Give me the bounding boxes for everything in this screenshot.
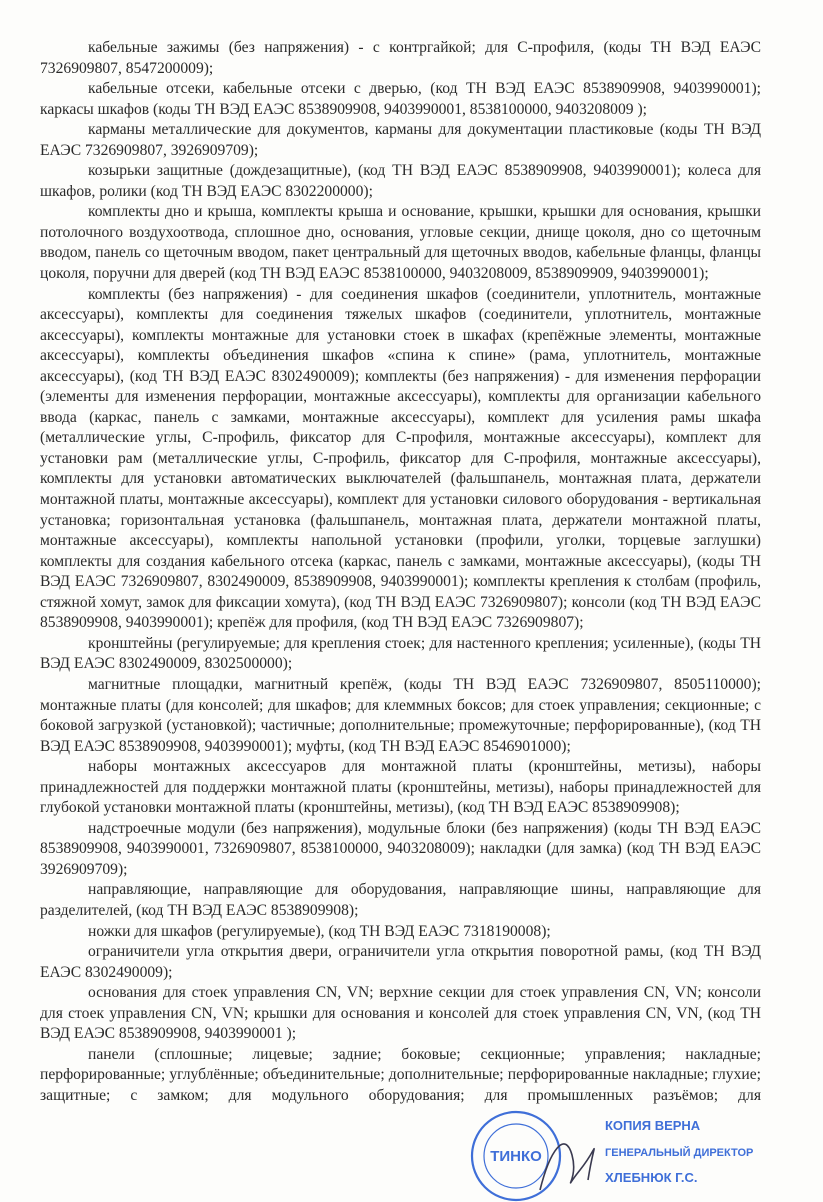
paragraph-cable-clamps: кабельные зажимы (без напряжения) - с контргайкой; для С-профиля, (коды ТН ВЭД ЕАЭС 7326909807, 8547200009); bbox=[40, 39, 761, 77]
copy-mark: КОПИЯ ВЕРНА bbox=[605, 1118, 701, 1134]
paragraph-document-pockets: карманы металлические для документов, карманы для документации пластиковые (коды ТН ВЭД ЕАЭС 7326909807, 3926909709); bbox=[40, 121, 761, 159]
paragraph-guides: направляющие, направляющие для оборудования, направляющие шины, направляющие для разделителей, (код ТН ВЭД ЕАЭС 8538909908); bbox=[40, 881, 761, 919]
paragraph-add-on-modules: надстроечные модули (без напряжения), модульные блоки (без напряжения) (коды ТН ВЭД ЕАЭС 8538909908, 9403990001, 7326909807, 8538100000, 9403208009); накладки (для замка) (код ТН ВЭД ЕАЭС 3926909709); bbox=[40, 819, 761, 878]
paragraph-kits-no-voltage: комплекты (без напряжения) - для соединения шкафов (соединители, уплотнитель, монтажные аксессуары), комплекты для соединения тяжелых шкафов (соединители, уплотнитель, монтажные аксессуары), комплекты монтажные для установки стоек в шкафах (крепёжные элементы, монтажные аксессуары), комплекты объединения шкафов «спина к спине» (рама, уплотнитель, монтажные аксессуары), (код ТН ВЭД ЕАЭС 8302490009); комплекты (без напряжения) - для изменения перфорации (элементы для изменения перфорации, монтажные аксессуары), комплекты для организации кабельного ввода (каркас, панель с замками, монтажные аксессуары), комплект для усиления рамы шкафа (металлические углы, С-профиль, фиксатор для С-профиля, монтажные аксессуары), комплект для установки рам (металлические углы, С-профиль, фиксатор для С-профиля, монтажные аксессуары), комплекты для установки автоматических выключателей (фальшпанель, монтажная плата, держатели монтажной платы, монтажные аксессуары), комплект для установки силового оборудования - вертикальная установка; горизонтальная установка (фальшпанель, монтажная плата, держатели монтажной платы, монтажные аксессуары), комплекты напольной установки (профили, уголки, торцевые заглушки) комплекты для создания кабельного отсека (каркас, панель с замками, монтажные аксессуары), (коды ТН ВЭД ЕАЭС 7326909807, 8302490009, 8538909908, 9403990001); комплекты крепления к столбам (профиль, стяжной хомут, замок для фиксации хомута), (код ТН ВЭД ЕАЭС 7326909807); консоли (код ТН ВЭД ЕАЭС 8538909908, 9403990001); крепёж для профиля, (код ТН ВЭД ЕАЭС 7326909807); bbox=[40, 285, 761, 632]
paragraph-accessory-sets: наборы монтажных аксессуаров для монтажной платы (кронштейны, метизы), наборы принадлежностей для поддержки монтажной платы (кронштейны, метизы), наборы принадлежностей для глубокой установки монтажной платы (кронштейны, метизы), (код ТН ВЭД ЕАЭС 8538909908); bbox=[40, 758, 761, 817]
paragraph-bases: основания для стоек управления CN, VN; верхние секции для стоек управления CN, VN; консоли для стоек управления CN, VN; крышки для основания и консолей для стоек управления CN, VN, (код ТН ВЭД ЕАЭС 8538909908, 9403990001 ); bbox=[40, 984, 761, 1043]
paragraph-canopies: козырьки защитные (дождезащитные), (код ТН ВЭД ЕАЭС 8538909908, 9403990001); колеса для шкафов, ролики (код ТН ВЭД ЕАЭС 8302200000); bbox=[40, 162, 761, 200]
paragraph-cable-compartments: кабельные отсеки, кабельные отсеки с дверью, (код ТН ВЭД ЕАЭС 8538909908, 9403990001); каркасы шкафов (коды ТН ВЭД ЕАЭС 8538909908, 9403990001, 8538100000, 9403208009 ); bbox=[40, 80, 761, 118]
round-stamp bbox=[472, 1112, 560, 1200]
signer-title: ГЕНЕРАЛЬНЫЙ ДИРЕКТОР bbox=[605, 1147, 754, 1160]
paragraph-bottom-roof-kits: комплекты дно и крыша, комплекты крыша и основание, крышки, крышки для основания, крышки потолочного воздухоотвода, сплошное дно, основания, угловые секции, днище цоколя, дно со щеточным вводом, панель со щеточным вводом, пакет центральный для щеточных вводов, кабельные фланцы, фланцы цоколя, поручни для дверей (код ТН ВЭД ЕАЭС 8538100000, 9403208009, 8538909909, 9403990001); bbox=[40, 203, 761, 283]
stamp-area bbox=[470, 1110, 790, 1202]
document-body bbox=[40, 0, 761, 1106]
paragraph-magnetic-pads: магнитные площадки, магнитный крепёж, (коды ТН ВЭД ЕАЭС 7326909807, 8505110000); монтажные платы (для консолей; для шкафов; для клеммных боксов; для стоек управления; секционные; с боковой загрузкой (установкой); частичные; дополнительные; промежуточные; перфорированные), (код ТН ВЭД ЕАЭС 8538909908, 9403990001); муфты, (код ТН ВЭД ЕАЭС 8546901000); bbox=[40, 675, 761, 755]
paragraph-panels: панели (сплошные; лицевые; задние; боковые; секционные; управления; накладные; перфорированные; углублённые; объединительные; дополнительные; перфорированные накладные; глухие; защитные; с замком; для модульного оборудования; для промышленных разъёмов; для bbox=[40, 1045, 761, 1104]
signer-name: ХЛЕБНЮК Г.С. bbox=[605, 1170, 698, 1186]
stamp-center-text: ТИНКО bbox=[490, 1148, 542, 1166]
paragraph-feet: ножки для шкафов (регулируемые), (код ТН ВЭД ЕАЭС 7318190008); bbox=[88, 922, 551, 940]
copy-certification-mark bbox=[605, 1118, 753, 1185]
company-stamp-and-signature bbox=[470, 1110, 790, 1202]
paragraph-brackets: кронштейны (регулируемые; для крепления стоек; для настенного крепления; усиленные), (коды ТН ВЭД ЕАЭС 8302490009, 8302500000); bbox=[40, 634, 761, 673]
paragraph-limiters: ограничители угла открытия двери, ограничители угла открытия поворотной рамы, (код ТН ВЭД ЕАЭС 8302490009); bbox=[40, 943, 761, 981]
